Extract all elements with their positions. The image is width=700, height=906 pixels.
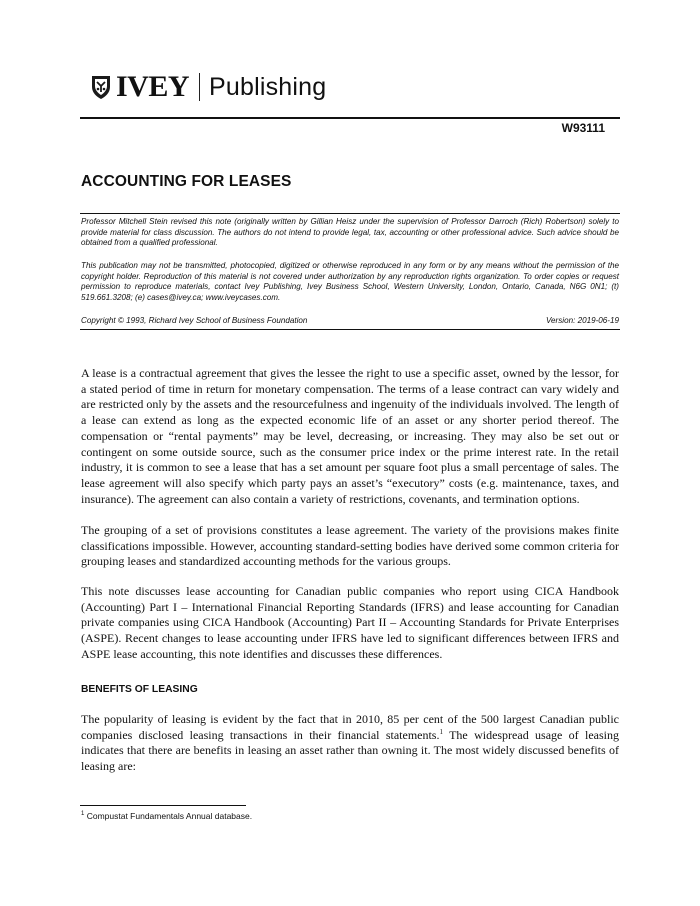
logo-divider (199, 73, 200, 101)
paragraph-text: The widespread usage of leasing indicates that there are benefits in leasing an asset rather than owning it. The most widely discussed benefits of leasing are: (81, 727, 619, 774)
publisher-wordmark: Publishing (209, 72, 327, 101)
crest-icon (90, 74, 112, 100)
body-paragraph: A lease is a contractual agreement that gives the lessee the right to use a specific asset, owned by the lessor, for a stated period of time in return for monetary compensation. The terms of a lease contract can vary widely and are restricted only by the assets and the resourcefulness and ingenuity of the individuals involved. The length of a lease can extend as long as the expected economic life of an asset or any shorter period thereof. The compensation or “rental payments” may be level, decreasing, or increasing. They may also be set out or contingent on some outside source, such as the consumer price index or the prime interest rate. In the retail industry, it is common to see a lease that has a set amount per square foot plus a small percentage of sales. The lease agreement will also specify which party pays an asset’s “executory” costs (e.g. maintenance, taxes, and insurance). The agreement can also contain a variety of restrictions, covenants, and termination options. (81, 366, 619, 506)
disclaimer-bottom-rule (80, 329, 620, 330)
footnote-marker: 1 (81, 811, 85, 818)
body-paragraph: This note discusses lease accounting for Canadian public companies who report using CICA Handbook (Accounting) Part I – International Financial Reporting Standards (IFRS) and lease accounting for Canadian private companies using CICA Handbook (Accounting) Part II – Accounting Standards for Private Enterprises (ASPE). Recent changes to lease accounting under IFRS have led to significant differences between IFRS and ASPE lease accounting, this note identifies and discusses these differences. (81, 584, 619, 661)
paragraph-text: The popularity of leasing is evident by the fact that in 2010, 85 per cent of the 500 largest Canadian public companies disclosed leasing transactions in their financial statements. (81, 712, 619, 742)
brand-wordmark: IVEY (116, 70, 190, 103)
copyright-text: Copyright © 1993, Richard Ivey School of Business Foundation (81, 316, 308, 325)
disclaimer-permissions: This publication may not be transmitted, photocopied, digitized or otherwise reproduced in any form or by any means without the permission of the copyright holder. Reproduction of this material is not covered under authorization by any reproduction rights organization. To order copies or request permission to reproduce materials, contact Ivey Publishing, Ivey Business School, Western University, London, Ontario, Canada, N6G 0N1; (t) 519.661.3208; (e) cases@ivey.ca; www.iveycases.com. (81, 261, 619, 302)
disclaimer-top-rule (80, 213, 620, 214)
document-title: ACCOUNTING FOR LEASES (81, 173, 292, 190)
body-paragraph: The grouping of a set of provisions constitutes a lease agreement. The variety of the provisions makes finite classifications impossible. However, accounting standard-setting bodies have derived some common criteria for grouping leases and standardized accounting methods for the various groups. (81, 523, 619, 569)
footnote (81, 811, 252, 821)
footnote-rule (80, 805, 246, 806)
disclaimer-authorship: Professor Mitchell Stein revised this note (originally written by Gillian Heisz under the supervision of Professor Darroch (Rich) Robertson) solely to provide material for class discussion. The authors do not intend to provide legal, tax, accounting or other professional advice. Such advice should be obtained from a qualified professional. (81, 217, 619, 248)
version-text: Version: 2019-06-19 (545, 316, 619, 325)
copyright-row (81, 316, 619, 327)
footnote-reference: 1 (439, 727, 443, 736)
section-heading: BENEFITS OF LEASING (81, 684, 198, 695)
ivey-publishing-logo (90, 70, 326, 104)
header-rule (80, 117, 620, 119)
case-code: W93111 (561, 121, 605, 135)
footnote-text: Compustat Fundamentals Annual database. (84, 811, 253, 821)
body-paragraph (81, 712, 619, 775)
